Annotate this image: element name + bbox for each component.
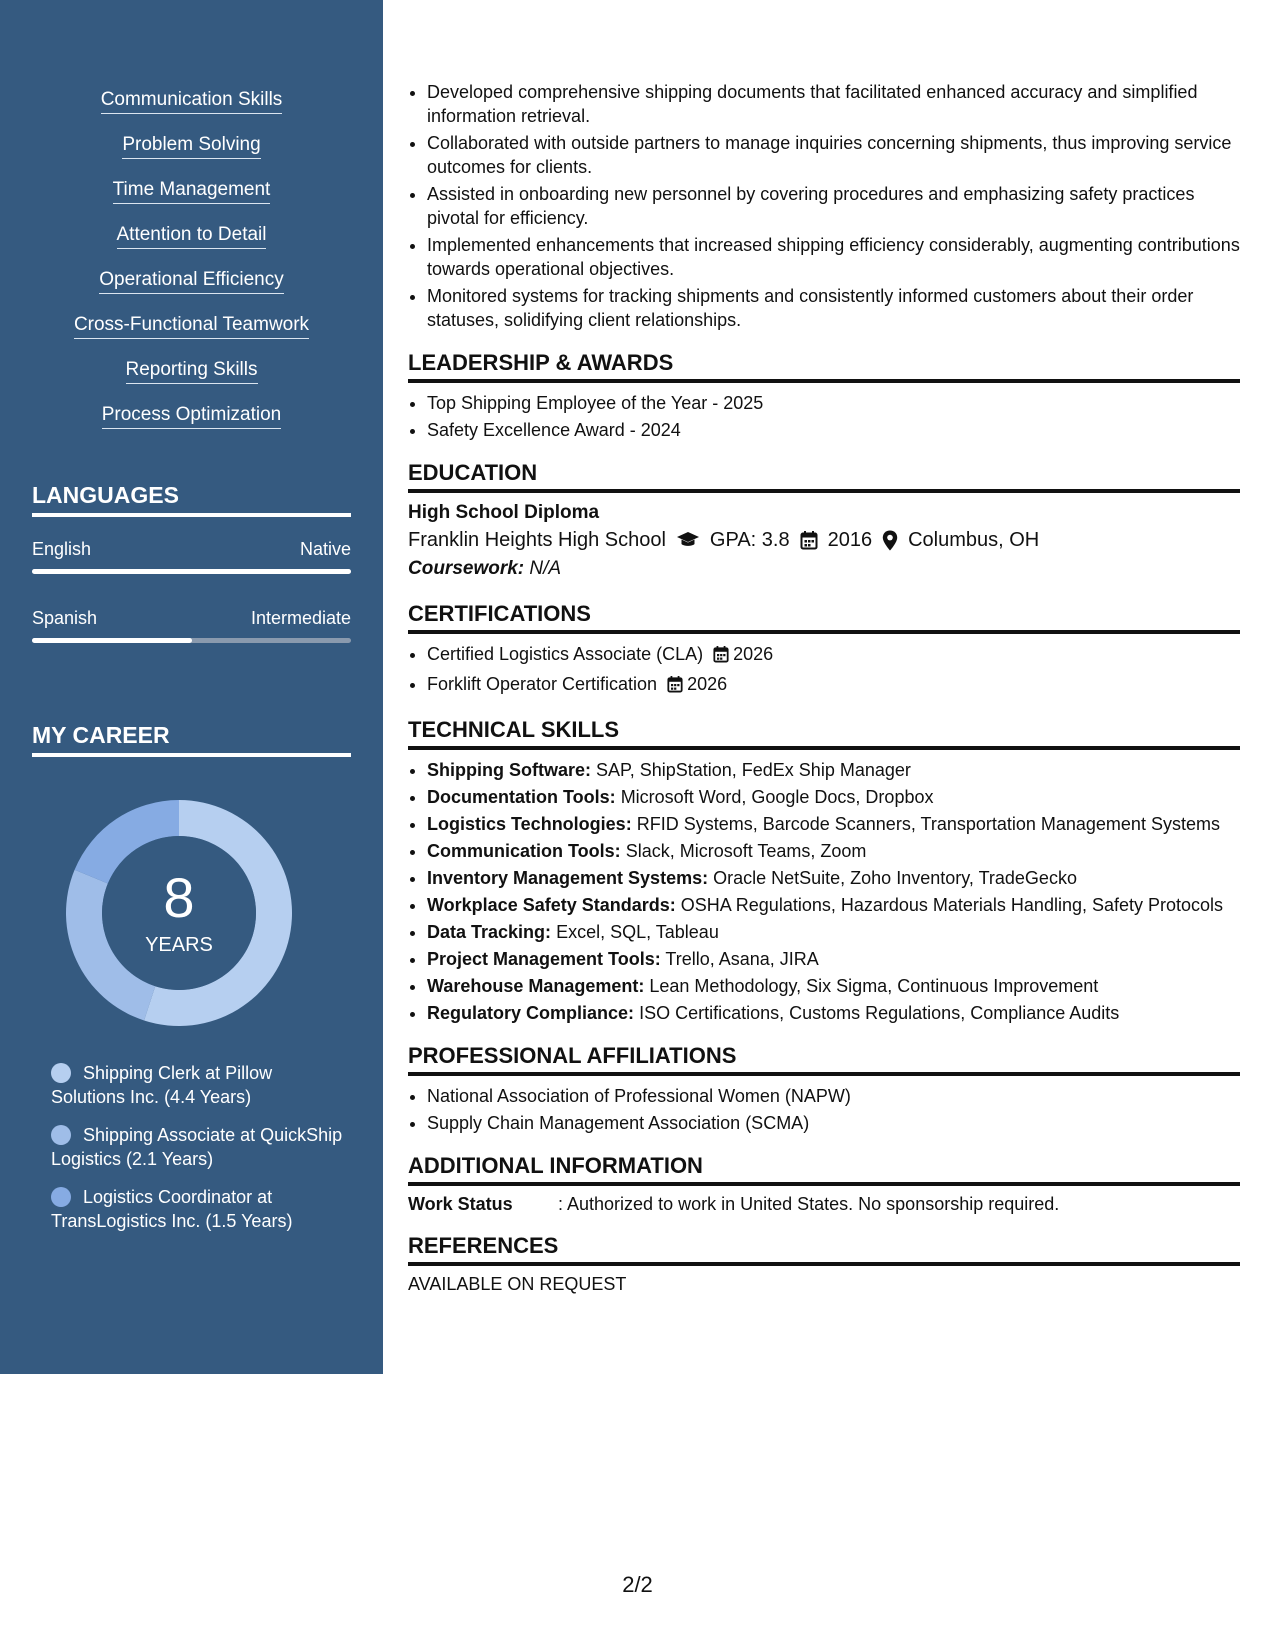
education-location: Columbus, OH — [908, 529, 1040, 551]
language-level: Native — [299, 539, 351, 559]
technical-skill-item — [427, 866, 1240, 890]
languages-heading: LANGUAGES — [32, 482, 351, 517]
language-level: Intermediate — [250, 608, 351, 628]
career-item-text: Shipping Clerk at Pillow Solutions Inc. (4.4 Years) — [51, 1063, 273, 1107]
work-status-value: : Authorized to work in United States. No sponsorship required. — [558, 1194, 1060, 1214]
career-dot-icon — [51, 1125, 71, 1145]
technical-skill-label: Data Tracking: — [427, 922, 552, 942]
technical-skill-label: Shipping Software: — [427, 760, 591, 780]
skill-item: Attention to Detail — [117, 223, 267, 249]
experience-bullet: • Assisted in onboarding new personnel by covering procedures and emphasizing safety practices pivotal for efficiency. — [427, 182, 1240, 230]
technical-skill-item — [427, 812, 1240, 836]
location-pin-icon — [882, 530, 898, 551]
coursework-label: Coursework: — [408, 558, 525, 579]
technical-skill-item — [427, 920, 1240, 944]
technical-skill-label: Communication Tools: — [427, 841, 621, 861]
affiliation-item: • National Association of Professional Women (NAPW) — [427, 1084, 1240, 1108]
page-number: 2/2 — [622, 1572, 653, 1597]
technical-skill-value: Oracle NetSuite, Zoho Inventory, TradeGecko — [713, 868, 1077, 888]
references-text: AVAILABLE ON REQUEST — [408, 1274, 627, 1294]
calendar-icon — [667, 675, 683, 699]
affiliations-list — [408, 1084, 1240, 1135]
technical-skill-value: OSHA Regulations, Hazardous Materials Handling, Safety Protocols — [680, 895, 1224, 915]
technical-skill-item — [427, 785, 1240, 809]
career-dot-icon — [51, 1063, 71, 1083]
technical-skill-value: Trello, Asana, JIRA — [665, 949, 819, 969]
certifications-heading: CERTIFICATIONS — [408, 601, 1240, 634]
leadership-heading: LEADERSHIP & AWARDS — [408, 350, 1240, 383]
technical-skill-label: Regulatory Compliance: — [427, 1003, 635, 1023]
technical-skill-value: Slack, Microsoft Teams, Zoom — [625, 841, 867, 861]
skill-item: Reporting Skills — [126, 358, 258, 384]
certification-year: 2026 — [733, 644, 774, 664]
technical-skill-label: Inventory Management Systems: — [427, 868, 709, 888]
affiliations-heading: PROFESSIONAL AFFILIATIONS — [408, 1043, 1240, 1076]
technical-skill-item — [427, 758, 1240, 782]
career-heading: MY CAREER — [32, 722, 351, 757]
affiliation-item: • Supply Chain Management Association (SCMA) — [427, 1111, 1240, 1135]
career-item — [51, 1185, 351, 1233]
language-name: Spanish — [32, 608, 98, 628]
experience-bullet: • Monitored systems for tracking shipments and consistently informed customers about their order statuses, solidifying client relationships. — [427, 284, 1240, 332]
certifications-list — [408, 642, 1240, 699]
language-bar — [32, 569, 351, 574]
award-item: • Top Shipping Employee of the Year - 2025 — [427, 391, 1240, 415]
technical-skill-value: Microsoft Word, Google Docs, Dropbox — [620, 787, 934, 807]
career-years-label: YEARS — [145, 934, 213, 956]
education-year: 2016 — [827, 529, 873, 551]
technical-skill-item — [427, 839, 1240, 863]
language-bar-fill — [32, 638, 192, 643]
experience-bullet: • Collaborated with outside partners to manage inquiries concerning shipments, thus improving service outcomes for clients. — [427, 131, 1240, 179]
graduation-cap-icon — [676, 531, 700, 549]
language-bar-fill — [32, 569, 351, 574]
career-dot-icon — [51, 1187, 71, 1207]
technical-skill-value: ISO Certifications, Customs Regulations, Compliance Audits — [639, 1003, 1120, 1023]
certification-name: Certified Logistics Associate (CLA) — [427, 644, 704, 664]
technical-skill-value: Excel, SQL, Tableau — [556, 922, 719, 942]
references-heading: REFERENCES — [408, 1233, 1240, 1266]
skill-item: Communication Skills — [101, 88, 283, 114]
skill-item: Time Management — [113, 178, 271, 204]
experience-bullet: • Developed comprehensive shipping documents that facilitated enhanced accuracy and simplified information retrieval. — [427, 80, 1240, 128]
additional-info-heading: ADDITIONAL INFORMATION — [408, 1153, 1240, 1186]
education-school: Franklin Heights High School — [408, 529, 666, 551]
career-item-text: Logistics Coordinator at TransLogistics Inc. (1.5 Years) — [51, 1187, 293, 1231]
coursework-value: N/A — [529, 558, 562, 579]
education-degree: High School Diploma — [408, 502, 600, 523]
technical-skills-heading: TECHNICAL SKILLS — [408, 717, 1240, 750]
experience-bullet: • Implemented enhancements that increased shipping efficiency considerably, augmenting contributions towards operational objectives. — [427, 233, 1240, 281]
language-row — [32, 539, 351, 560]
technical-skill-label: Project Management Tools: — [427, 949, 661, 969]
language-name: English — [32, 539, 92, 559]
technical-skill-item — [427, 893, 1240, 917]
certification-name: Forklift Operator Certification — [427, 674, 658, 694]
education-gpa: GPA: 3.8 — [709, 529, 790, 551]
calendar-icon — [800, 530, 818, 550]
work-status-label: Work Status — [408, 1194, 513, 1214]
career-total-years: 8 — [163, 866, 195, 929]
award-item: • Safety Excellence Award - 2024 — [427, 418, 1240, 442]
education-details — [408, 525, 1240, 555]
skill-item: Cross-Functional Teamwork — [74, 313, 309, 339]
career-item — [51, 1061, 351, 1109]
career-list — [51, 1061, 351, 1247]
technical-skill-value: Lean Methodology, Six Sigma, Continuous Improvement — [649, 976, 1099, 996]
career-item-text: Shipping Associate at QuickShip Logistics (2.1 Years) — [51, 1125, 343, 1169]
career-item — [51, 1123, 351, 1171]
technical-skill-label: Logistics Technologies: — [427, 814, 632, 834]
technical-skill-label: Warehouse Management: — [427, 976, 645, 996]
technical-skill-label: Workplace Safety Standards: — [427, 895, 676, 915]
technical-skill-item — [427, 974, 1240, 998]
language-bar — [32, 638, 351, 643]
language-row — [32, 608, 351, 629]
calendar-icon — [713, 645, 729, 669]
sidebar — [0, 0, 383, 1374]
technical-skill-value: RFID Systems, Barcode Scanners, Transportation Management Systems — [636, 814, 1220, 834]
skills-list — [0, 88, 383, 448]
education-coursework — [408, 555, 1240, 583]
work-status-row — [408, 1194, 1240, 1215]
skill-item: Problem Solving — [122, 133, 260, 159]
certification-item — [427, 642, 1240, 669]
certification-item — [427, 672, 1240, 699]
technical-skill-value: SAP, ShipStation, FedEx Ship Manager — [596, 760, 911, 780]
leadership-list — [408, 391, 1240, 442]
technical-skill-item — [427, 1001, 1240, 1025]
main-content — [408, 80, 1240, 1295]
skill-item: Process Optimization — [102, 403, 282, 429]
technical-skill-item — [427, 947, 1240, 971]
technical-skills-list — [408, 758, 1240, 1025]
education-heading: EDUCATION — [408, 460, 1240, 493]
certification-year: 2026 — [687, 674, 728, 694]
experience-bullets — [408, 80, 1240, 332]
technical-skill-label: Documentation Tools: — [427, 787, 616, 807]
skill-item: Operational Efficiency — [99, 268, 283, 294]
